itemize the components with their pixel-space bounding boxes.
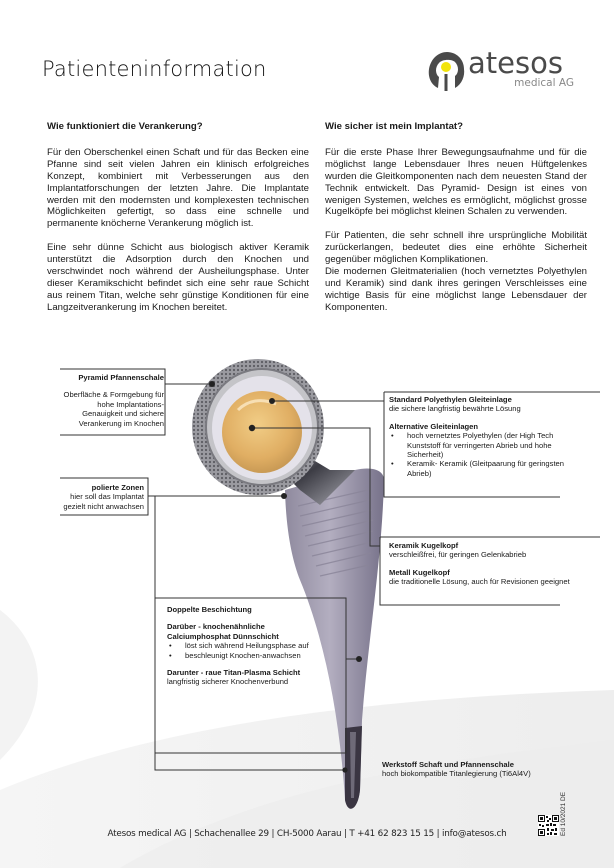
callout-doppelte-sub2: Darunter - raue Titan-Plasma Schicht <box>167 668 301 678</box>
callout-metall-title: Metall Kugelkopf <box>389 567 450 577</box>
logo-subtitle: medical AG <box>514 77 574 89</box>
list-item: • löst sich während Heilungsphase auf <box>167 641 327 650</box>
list-item: • beschleunigt Knochen-anwachsen <box>167 651 327 660</box>
callout-liner <box>389 395 574 478</box>
right-paragraph-1: Für die erste Phase Ihrer Bewegungsaufnahme und für die möglichst lange Lebensdauer Ihres neuen Hüftgelenkes wurden die Gleitkomponenten nach dem neuesten Stand der Technik entwickelt. Das Pyramid- Design ist eines von wenigen Systemen, welches es ermöglicht, möglichst grosse Kugelköpfe bei möglichst kleinen Schalen zu verwenden. <box>325 146 587 218</box>
ceramic-head <box>222 391 302 473</box>
callout-pyramid-cup <box>60 373 164 428</box>
callout-standard-text: die sichere langfristig bewährte Lösung <box>389 404 521 414</box>
right-heading: Wie sicher ist mein Implantat? <box>325 121 463 132</box>
right-paragraph-3: Die modernen Gleitmaterialien (hoch vernetztes Polyethylen und Keramik) sind dank ihres geringen Verschleisses eine wichtige Basis für eine möglichst lange Lebensdauer der Komponenten. <box>325 266 587 313</box>
callout-keramik-text: verschleißfrei, für geringen Gelenkabrieb <box>389 550 527 560</box>
callout-doppelte-text2: langfristig sicherer Knochenverbund <box>167 677 289 687</box>
callout-standard-title: Standard Polyethylen Gleiteinlage <box>389 395 512 404</box>
callout-werkstoff-title: Werkstoff Schaft und Pfannenschale <box>382 760 514 769</box>
callout-polierte-title: polierte Zonen <box>91 483 144 492</box>
callout-doppelte-list <box>167 641 327 660</box>
callout-alt-title: Alternative Gleiteinlagen <box>389 421 479 431</box>
left-column <box>47 121 309 326</box>
callout-pyramid-text: Oberfläche & Formgebung für hohe Implantations-Genauigkeit und sichere Verankerung im Knochen <box>63 390 164 428</box>
callout-material <box>382 760 582 779</box>
qr-code-icon[interactable] <box>538 815 559 836</box>
page-title: Patienteninformation <box>42 57 267 81</box>
left-paragraph-2: Eine sehr dünne Schicht aus biologisch aktiver Keramik unterstützt die Adsorption durch den Knochen und verschwindet noch während der Ausheilungsphase. Unter dieser Keramikschicht befindet sich eine sehr raue Schicht aus reinem Titan, welche sehr günstige Konditionen für eine Langzeitverankerung im Knochen bereitet. <box>47 242 309 313</box>
callout-werkstoff-text: hoch biokompatible Titanlegierung (Ti6Al4V) <box>382 769 531 779</box>
callout-pyramid-title: Pyramid Pfannenschale <box>78 373 164 382</box>
callout-keramik-title: Keramik Kugelkopf <box>389 541 459 550</box>
atesos-logo <box>428 46 578 92</box>
callout-doppelte-title: Doppelte Beschichtung <box>167 605 252 614</box>
right-column <box>325 121 587 326</box>
left-heading: Wie funktioniert die Verankerung? <box>47 121 203 132</box>
callout-doppelte-sub1: Darüber - knochenähnliche Calciumphosphat Dünnschicht <box>167 622 279 641</box>
logo-mark-icon <box>428 50 466 92</box>
callout-polished-zones <box>62 483 144 511</box>
callout-alt-list <box>389 431 574 478</box>
left-paragraph-1: Für den Oberschenkel einen Schaft und für das Becken eine Pfanne sind seit vielen Jahren ein klinisch erfolgreiches Konzept, kombiniert mit Verbesserungen aus den Implantatforschungen der letzten Jahre. Die Implantate werden mit den modernsten und komplexesten technischen Möglichkeiten gefertigt, so dass eine schnelle und permanente knöcherne Verankerung möglich ist. <box>47 146 309 230</box>
footer-contact: Atesos medical AG | Schachenallee 29 | CH-5000 Aarau | T +41 62 823 15 15 | info@atesos.ch <box>107 829 507 839</box>
callout-head <box>389 541 574 587</box>
list-item: • hoch vernetztes Polyethylen (der High Tech Kunststoff für verringerten Abrieb und hohe Sicherheit) <box>389 431 574 459</box>
list-item: • Keramik- Keramik (Gleitpaarung für geringsten Abrieb) <box>389 459 574 478</box>
callout-metall-text: die traditionelle Lösung, auch für Revisionen geeignet <box>389 577 570 587</box>
logo-wordmark: atesos <box>468 46 563 80</box>
right-paragraph-2: Für Patienten, die sehr schnell ihre ursprüngliche Mobilität zurückerlangen, bedeutet dies eine erhöhte Sicherheit gegenüber möglichen Komplikationen. <box>325 230 587 266</box>
callout-polierte-text: hier soll das Implantat gezielt nicht anwachsen <box>63 492 144 511</box>
edition-label: Ed 10/2021 DE <box>560 791 567 836</box>
callout-coating <box>167 605 327 687</box>
